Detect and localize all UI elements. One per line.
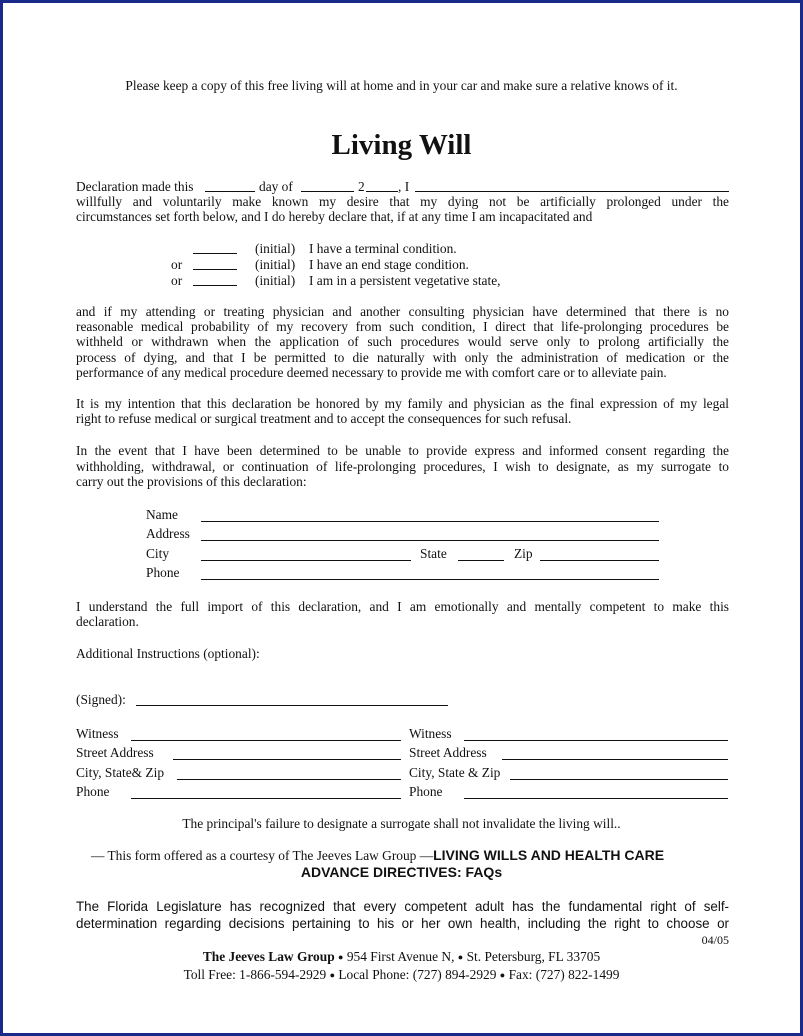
- footer-firm-name: The Jeeves Law Group: [202, 949, 335, 964]
- footer-fax: Fax: (727) 822-1499: [508, 967, 620, 982]
- surrogate-zip-blank[interactable]: [540, 549, 659, 561]
- declaration-year-prefix: 2: [358, 179, 365, 194]
- surrogate-name-blank[interactable]: [201, 510, 659, 522]
- footer-bullet-icon: ●: [457, 952, 464, 963]
- witness-1-phone-blank[interactable]: [131, 787, 401, 799]
- witness-2-street-blank[interactable]: [502, 748, 728, 760]
- witness-1-phone-label: Phone: [76, 784, 110, 799]
- footer-phone-line: [3, 967, 800, 984]
- condition-vegetative-or: or: [171, 273, 183, 288]
- faq-line-2: determination regarding decisions pertaining to his or her own health, including the right to choose or: [76, 916, 729, 931]
- surrogate-state-blank[interactable]: [458, 549, 504, 561]
- signed-blank[interactable]: [136, 694, 448, 706]
- witness-1-street-blank[interactable]: [173, 748, 401, 760]
- para2-line-2: right to refuse medical or surgical treatment and to accept the consequences for such refusal.: [76, 411, 572, 426]
- surrogate-city-label: City: [146, 546, 170, 561]
- witness-2-street-label: Street Address: [409, 745, 487, 760]
- condition-terminal-initial-label: (initial): [255, 241, 296, 256]
- declaration-line-3: circumstances set forth below, and I do hereby declare that, if at any time I am incapacitated and: [76, 209, 593, 224]
- header-note: Please keep a copy of this free living will at home and in your car and make sure a relative knows of it.: [125, 78, 678, 93]
- declaration-name-blank[interactable]: [415, 180, 729, 192]
- surrogate-address-blank[interactable]: [201, 529, 659, 541]
- witness-1-city-blank[interactable]: [177, 768, 401, 780]
- para4-line-2: declaration.: [76, 614, 139, 629]
- footer-bullet-icon: ●: [338, 952, 344, 963]
- condition-vegetative-initial-label: (initial): [255, 273, 296, 288]
- witness-2-label: Witness: [409, 726, 452, 741]
- footer-city: St. Petersburg, FL 33705: [466, 949, 601, 964]
- witness-2-phone-label: Phone: [409, 784, 443, 799]
- surrogate-phone-blank[interactable]: [201, 568, 659, 580]
- surrogate-name-label: Name: [146, 507, 178, 522]
- footer-address-line: [3, 949, 800, 966]
- witness-1-street-label: Street Address: [76, 745, 154, 760]
- para1-line-1: and if my attending or treating physician and another consulting physician have determined that there is no: [76, 304, 729, 319]
- condition-end-stage-or: or: [171, 257, 183, 272]
- footer-local-phone: Local Phone: (727) 894-2929: [338, 967, 497, 982]
- faq-heading-part-2: ADVANCE DIRECTIVES: FAQs: [300, 864, 503, 880]
- declaration-year-blank[interactable]: [366, 180, 398, 192]
- footer-bullet-icon: ●: [329, 970, 335, 981]
- footer-bullet-icon: ●: [499, 970, 506, 981]
- faq-line-1: The Florida Legislature has recognized that every competent adult has the fundamental right of self-: [76, 899, 729, 914]
- para3-line-2: withholding, withdrawal, or continuation of life-prolonging procedures, I wish to designate, as my surrogate to: [76, 459, 729, 474]
- declaration-comma-i: , I: [398, 179, 410, 194]
- para3-line-1: In the event that I have been determined to be unable to provide express and informed consent regarding the: [76, 443, 729, 458]
- courtesy-line: [91, 848, 664, 864]
- witness-1-blank[interactable]: [131, 729, 401, 741]
- condition-end-stage-initial-label: (initial): [255, 257, 296, 272]
- living-will-page: [3, 3, 800, 1033]
- footer-toll-free: Toll Free: 1-866-594-2929: [183, 967, 327, 982]
- condition-terminal-initial-blank[interactable]: [193, 242, 237, 254]
- declaration-day-blank[interactable]: [205, 180, 255, 192]
- witness-2-city-label: City, State & Zip: [409, 765, 501, 780]
- witness-2-city-blank[interactable]: [510, 768, 728, 780]
- condition-terminal-text: I have a terminal condition.: [309, 241, 457, 256]
- para1-line-4: process of dying, and that I be permitted to die naturally with only the administration of medication or the: [76, 350, 729, 365]
- witness-1-label: Witness: [76, 726, 119, 741]
- declaration-line-2: willfully and voluntarily make known my desire that my dying not be artificially prolonged under the: [76, 194, 729, 209]
- footer-street: 954 First Avenue N,: [346, 949, 455, 964]
- witness-2-blank[interactable]: [464, 729, 728, 741]
- principal-note: The principal's failure to designate a surrogate shall not invalidate the living will..: [182, 816, 621, 831]
- surrogate-city-blank[interactable]: [201, 549, 411, 561]
- declaration-day-of: day of: [259, 179, 293, 194]
- declaration-month-blank[interactable]: [301, 180, 354, 192]
- declaration-lead: Declaration made this: [76, 179, 194, 194]
- para3-line-3: carry out the provisions of this declaration:: [76, 474, 307, 489]
- condition-end-stage-initial-blank[interactable]: [193, 258, 237, 270]
- additional-instructions-label: Additional Instructions (optional):: [76, 646, 260, 661]
- courtesy-prefix: — This form offered as a courtesy of The Jeeves Law Group —: [91, 848, 434, 863]
- para1-line-2: reasonable medical probability of my recovery from such condition, I direct that life-prolonging procedures be: [76, 319, 729, 334]
- faq-heading-part-1: LIVING WILLS AND HEALTH CARE: [433, 847, 665, 863]
- para2-line-1: It is my intention that this declaration be honored by my family and physician as the final expression of my legal: [76, 396, 729, 411]
- page-title: Living Will: [331, 129, 472, 161]
- condition-end-stage-text: I have an end stage condition.: [309, 257, 469, 272]
- condition-vegetative-initial-blank[interactable]: [193, 274, 237, 286]
- para1-line-5: performance of any medical procedure deemed necessary to provide me with comfort care or to alleviate pain.: [76, 365, 667, 380]
- surrogate-zip-label: Zip: [514, 546, 533, 561]
- para4-line-1: I understand the full import of this declaration, and I am emotionally and mentally competent to make this: [76, 599, 729, 614]
- witness-2-phone-blank[interactable]: [464, 787, 728, 799]
- condition-vegetative-text: I am in a persistent vegetative state,: [309, 273, 501, 288]
- surrogate-phone-label: Phone: [146, 565, 180, 580]
- signed-label: (Signed):: [76, 692, 126, 707]
- surrogate-address-label: Address: [146, 526, 190, 541]
- surrogate-state-label: State: [420, 546, 447, 561]
- witness-1-city-label: City, State& Zip: [76, 765, 165, 780]
- form-date: 04/05: [701, 933, 729, 947]
- para1-line-3: withheld or withdrawn when the application of such procedures would serve only to prolong artificially the: [76, 334, 729, 349]
